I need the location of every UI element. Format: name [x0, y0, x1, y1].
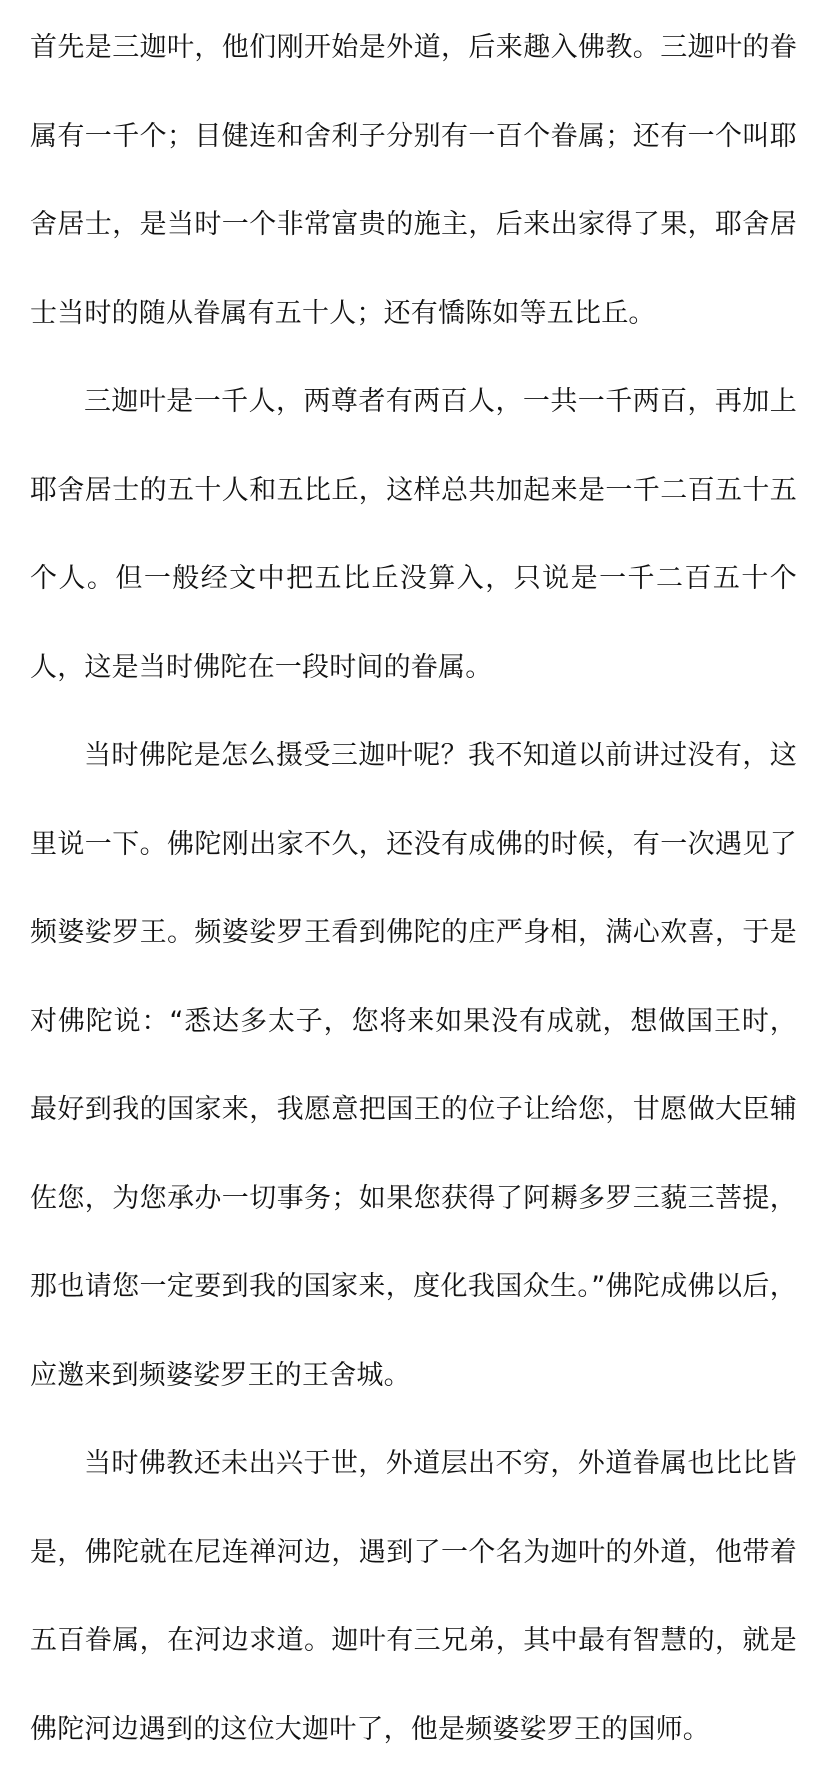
- paragraph-2: 三迦叶是一千人，两尊者有两百人，一共一千两百，再加上耶舍居士的五十人和五比丘，这样总共加起来是一千二百五十五个人。但一般经文中把五比丘没算入，只说是一千二百五十个人，这是当时佛陀在一段时间的眷属。: [30, 386, 797, 683]
- document-page: [0, 4, 831, 1745]
- paragraph-3: 当时佛陀是怎么摄受三迦叶呢？我不知道以前讲过没有，这里说一下。佛陀刚出家不久，还没有成佛的时候，有一次遇见了频婆娑罗王。频婆娑罗王看到佛陀的庄严身相，满心欢喜，于是对佛陀说：“悉达多太子，您将来如果没有成就，想做国王时，最好到我的国家来，我愿意把国王的位子让给您，甘愿做大臣辅佐您，为您承办一切事务；如果您获得了阿耨多罗三藐三菩提，那也请您一定要到我的国家来，度化我国众生。”佛陀成佛以后，应邀来到频婆娑罗王的王舍城。: [30, 740, 797, 1391]
- paragraph-1: 首先是三迦叶，他们刚开始是外道，后来趣入佛教。三迦叶的眷属有一千个；目健连和舍利子分别有一百个眷属；还有一个叫耶舍居士，是当时一个非常富贵的施主，后来出家得了果，耶舍居士当时的随从眷属有五十人；还有憍陈如等五比丘。: [30, 32, 797, 329]
- paragraph-4: 当时佛教还未出兴于世，外道层出不穷，外道眷属也比比皆是，佛陀就在尼连禅河边，遇到了一个名为迦叶的外道，他带着五百眷属，在河边求道。迦叶有三兄弟，其中最有智慧的，就是佛陀河边遇到的这位大迦叶了，他是频婆娑罗王的国师。: [30, 1448, 797, 1745]
